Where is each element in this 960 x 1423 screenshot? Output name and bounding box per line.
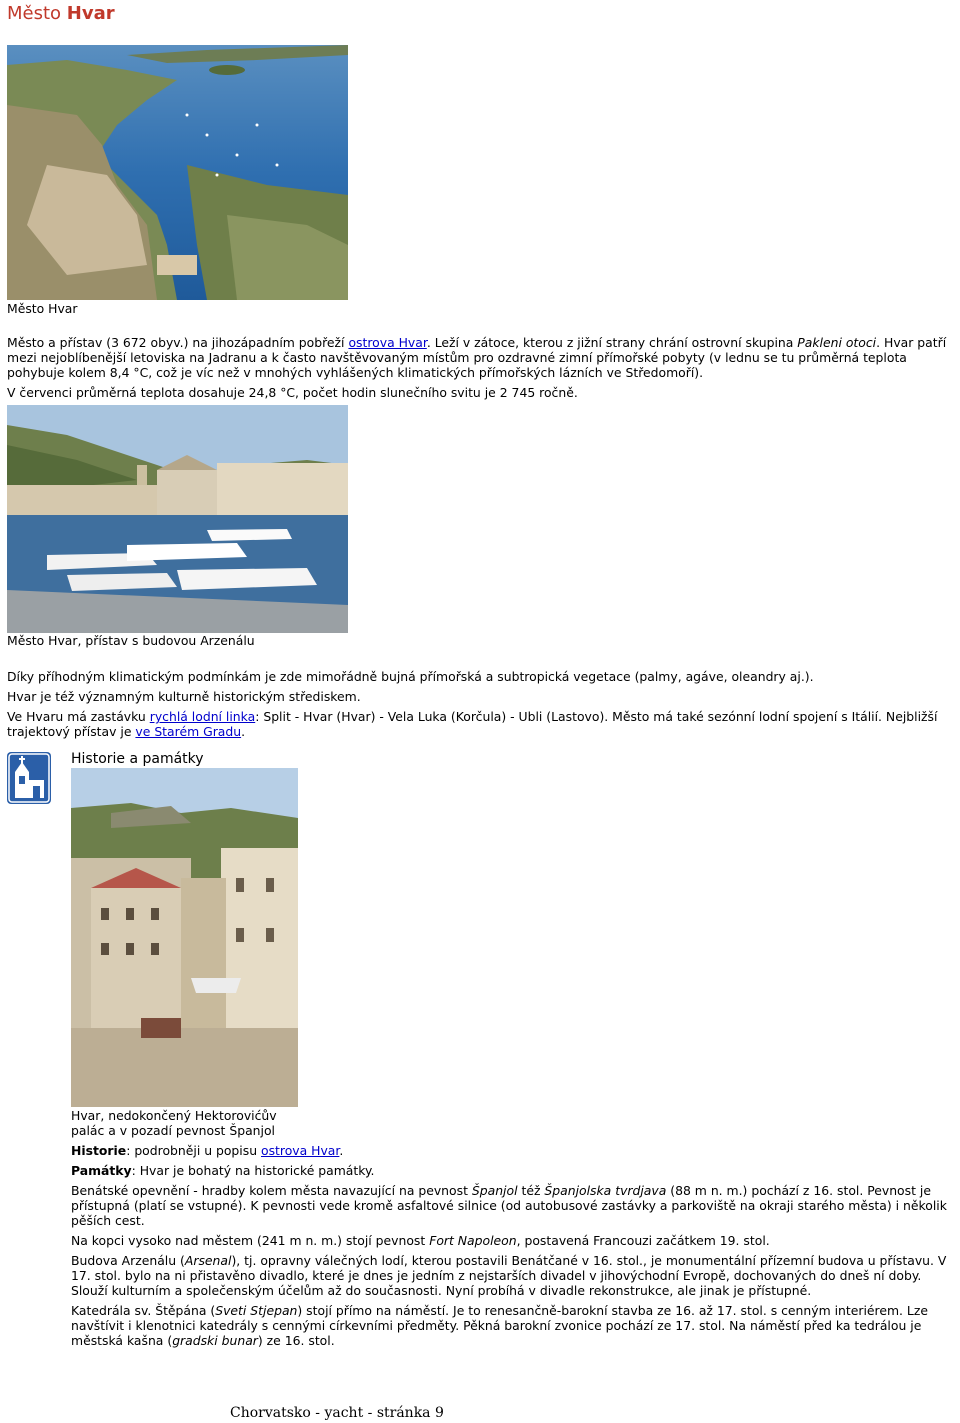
july-paragraph [7,385,957,400]
napoleon-text-1: Na kopci vysoko nad městem (241 m n. m.) stojí pevnost [71,1233,430,1248]
photo-harbour-arsenal [7,405,348,633]
walls-text-3: (88 m n. m.) pochází z 16. stol. Pevnost je přístupná (platí se vstupné). K pevnosti vede kromě asfaltové silnice (od autobusové zastávky a parkoviště na okraji starého města) i několik pěších cest. [71,1183,947,1228]
ferry-text-2: : Split - Hvar (Hvar) - Vela Luka (Korčula) - Ubli (Lastovo). Město má také sezónní lodní spojení s Itálií. Nejbližší trajektový přístav je [7,709,938,739]
arsenal-text-2: ), tj. opravny válečných lodí, kterou postavili Benátčané v 16. stol., je monumentální přízemní budova u přístavu. V 17. stol. bylo na ni přistavěno divadlo, které je dnes je jedním z nejstarších divadel v jihovýchodní Evropě, dochovaných do dneš ní doby. Slouží kulturním a společenským účelům až do současnosti. Nyní probíhá v divadle rekonstrukce, ale jinak je přístupné. [71,1253,947,1298]
history-text-1: : podrobněji u popisu [126,1143,261,1158]
walls-paragraph [71,1183,951,1228]
church-icon [7,752,51,804]
photo3-caption-line1: Hvar, nedokončený Hektorovićův [71,1108,277,1123]
cathedral-paragraph [71,1303,957,1348]
link-ostrova-hvar[interactable]: ostrova Hvar [348,335,427,350]
history-section-title: Historie a památky [71,751,204,767]
ferry-text-1: Ve Hvaru má zastávku [7,709,150,724]
photo2-caption: Město Hvar, přístav s budovou Arzenálu [7,633,255,648]
arsenal-text-1: Budova Arzenálu ( [71,1253,185,1268]
vegetation-text: Díky příhodným klimatickým podmínkám je zde mimořádně bujná přímořská a subtropická vegetace (palmy, agáve, oleandry aj.). [7,669,814,684]
history-paragraph [71,1143,957,1158]
page-footer: Chorvatsko - yacht - stránka 9 [230,1405,444,1421]
photo-hektorovic-palace [71,768,298,1107]
arsenal-italic: Arsenal [184,1253,232,1268]
napoleon-text-2: , postavená Francouzi začátkem 19. stol. [516,1233,770,1248]
ferry-text-3: . [241,724,246,739]
napoleon-italic: Fort Napoleon [429,1233,517,1248]
july-text: V červenci průměrná teplota dosahuje 24,8 °C, počet hodin slunečního svitu je 2 745 ročně. [7,385,578,400]
photo1-caption: Město Hvar [7,301,78,316]
title-name: Hvar [66,3,115,24]
page-title [7,3,115,24]
intro-text-1: Město a přístav (3 672 obyv.) na jihozápadním pobřeží [7,335,349,350]
cathedral-italic-2: gradski bunar [172,1333,258,1348]
cathedral-text-3: ) ze 16. stol. [257,1333,335,1348]
link-stari-grad[interactable]: ve Starém Gradu [135,724,242,739]
walls-italic-1: Španjol [471,1183,518,1198]
culture-paragraph [7,689,957,704]
cathedral-text-2: ) stojí přímo na náměstí. Je to renesančně-barokní stavba ze 16. až 17. stol. s cenným interiérem. Lze navštívit i klenotnici katedrály s cennými církevními předměty. Pěkná barokní zvonice pochází ze 17. stol. Na náměstí před ka tedrálou je městská kašna ( [71,1303,928,1348]
walls-italic-2: Španjolska tvrdjava [544,1183,667,1198]
arsenal-paragraph [71,1253,957,1298]
cathedral-italic-1: Sveti Stjepan [215,1303,298,1318]
intro-paragraph [7,335,957,380]
vegetation-paragraph [7,669,957,684]
walls-text-1: Benátské opevnění - hradby kolem města navazující na pevnost [71,1183,472,1198]
link-fast-ferry[interactable]: rychlá lodní linka [149,709,256,724]
history-text-2: . [339,1143,344,1158]
napoleon-paragraph [71,1233,957,1248]
link-ostrova-hvar-2[interactable]: ostrova Hvar [261,1143,340,1158]
intro-text-3: . Hvar patří mezi nejoblíbenější letoviska na Jadranu a k často navštěvovaným místům pro ozdravné zimní přímořské pobyty (v lednu se tu průměrná teplota pohybuje kolem 8,4 °C, což je víc než v mnohých vyhlášených klimatických přímořských lázních ve Středomoří). [7,335,947,380]
history-label: Historie [71,1143,127,1158]
monuments-label: Památky [71,1163,132,1178]
title-prefix: Město [7,3,62,24]
photo3-caption-line2: palác a v pozadí pevnost Španjol [71,1123,275,1138]
culture-text: Hvar je též významným kulturně historickým střediskem. [7,689,361,704]
monuments-text: : Hvar je bohatý na historické památky. [131,1163,375,1178]
intro-text-2: . Leží v zátoce, kterou z jižní strany chrání ostrovní skupina [426,335,798,350]
intro-pakleni: Pakleni otoci [797,335,877,350]
ferry-paragraph [7,709,957,739]
cathedral-text-1: Katedrála sv. Štěpána ( [71,1303,216,1318]
photo-aerial-hvar [7,45,348,300]
monuments-paragraph [71,1163,957,1178]
walls-text-2: též [517,1183,545,1198]
